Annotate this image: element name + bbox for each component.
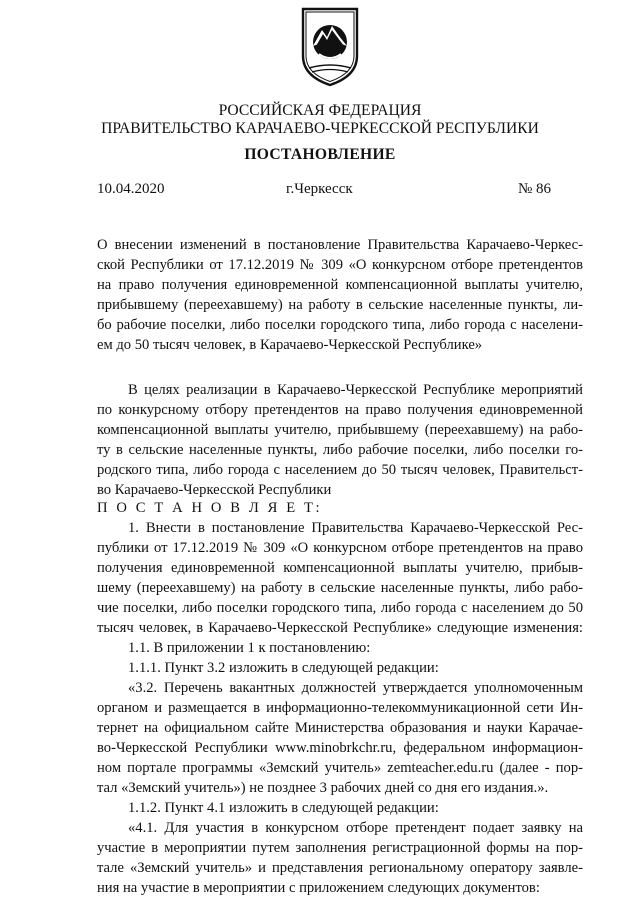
subject-line: бо рабочие поселки, либо поселки городского типа, либо города с населени- <box>97 317 583 333</box>
body-line: 1.1. В приложении 1 к постановлению: <box>128 640 371 656</box>
body-line: публики от 17.12.2019 № 309 «О конкурсном отборе претендентов на право <box>97 540 583 556</box>
body-line: 1. Внести в постановление Правительства Карачаево-Черкесской Рес- <box>128 520 583 536</box>
document-city: г.Черкесск <box>286 181 353 197</box>
body-line: тал «Земский учитель») не позднее 3 рабочих дней со дня его издания.». <box>97 780 549 796</box>
country-name: РОССИЙСКАЯ ФЕДЕРАЦИЯ <box>218 102 422 119</box>
document-type-title: ПОСТАНОВЛЕНИЕ <box>244 146 396 163</box>
body-line: участие в мероприятии путем заполнения регистрационной формы на пор- <box>97 840 583 856</box>
subject-line: ем до 50 тысяч человек, в Карачаево-Черкесской Республике» <box>97 337 483 353</box>
subject-line: О внесении изменений в постановление Правительства Карачаево-Черкес- <box>97 237 583 253</box>
government-name: ПРАВИТЕЛЬСТВО КАРАЧАЕВО-ЧЕРКЕССКОЙ РЕСПУБЛИКИ <box>101 120 539 137</box>
body-line: шему (переехавшему) на работу в сельские населенные пункты, либо рабо- <box>97 580 583 596</box>
body-line: органом и размещается в информационно-телекоммуникационной сети Ин- <box>97 700 583 716</box>
body-line: ном портале программы «Земский учитель» zemteacher.edu.ru (далее - пор- <box>97 760 583 776</box>
body-line: ту в сельские населенные пункты, либо рабочие поселки, либо поселки го- <box>97 442 583 458</box>
body-line: чие поселки, либо поселки городского типа, либо города с населением до 50 <box>97 600 583 616</box>
body-line: тале «Земский учитель» и представления региональному оператору заявле- <box>97 860 583 876</box>
body-line: 1.1.2. Пункт 4.1 изложить в следующей редакции: <box>128 800 439 816</box>
body-line: во Карачаево-Черкесской Республики <box>97 482 332 498</box>
body-line: тернет на официальном сайте Министерства образования и науки Карачае- <box>97 720 583 736</box>
coat-of-arms-emblem <box>299 6 361 88</box>
body-line: ния на участие в мероприятии с приложением следующих документов: <box>97 880 540 896</box>
body-line: родского типа, либо города с населением до 50 тысяч человек, Правительст- <box>97 462 583 478</box>
body-line: «4.1. Для участия в конкурсном отборе претендент подает заявку на <box>128 820 583 836</box>
subject-line: ской Республики от 17.12.2019 № 309 «О конкурсном отборе претендентов <box>97 257 583 273</box>
body-line: по конкурсному отбору претендентов на право получения единовременной <box>97 402 583 418</box>
body-line: «3.2. Перечень вакантных должностей утверждается уполномоченным <box>128 680 583 696</box>
body-line: компенсационной выплаты учителю, прибывшему (переехавшему) на рабо- <box>97 422 583 438</box>
document-number: № 86 <box>518 181 552 197</box>
resolves-heading: П О С Т А Н О В Л Я Е Т: <box>97 500 323 516</box>
body-line: во-Черкесской Республики www.minobrkchr.ru, федеральном информацион- <box>97 740 583 756</box>
document-date: 10.04.2020 <box>97 181 165 197</box>
body-line: тысяч человек, в Карачаево-Черкесской Республике» следующие изменения: <box>97 620 583 636</box>
body-line: получения единовременной компенсационной выплаты учителю, прибыв- <box>97 560 583 576</box>
body-line: В целях реализации в Карачаево-Черкесской Республике мероприятий <box>128 382 583 398</box>
subject-line: прибывшему (переехавшему) на работу в сельские населенные пункты, ли- <box>97 297 583 313</box>
body-line: 1.1.1. Пункт 3.2 изложить в следующей редакции: <box>128 660 439 676</box>
subject-line: на право получения единовременной компенсационной выплаты учителю, <box>97 277 583 293</box>
